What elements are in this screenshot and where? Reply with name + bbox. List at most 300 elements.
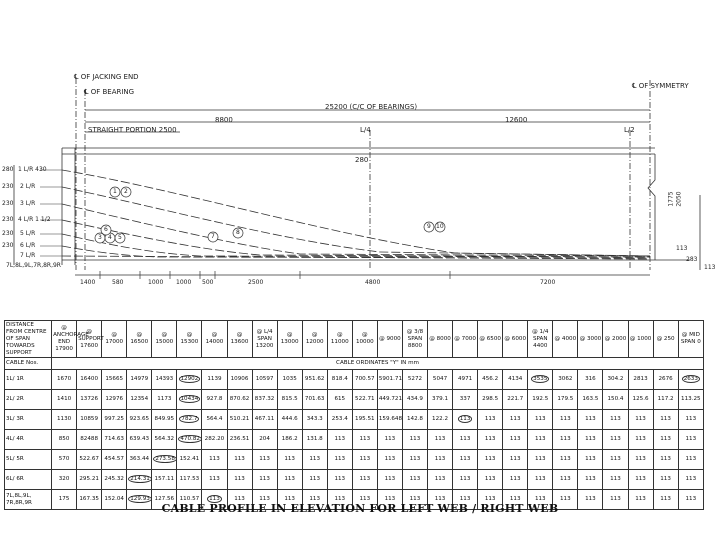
ordinate-value: 117.53	[179, 476, 200, 482]
cable-nos-header: CABLE Nos.	[5, 358, 52, 370]
ordinate-value: 113	[284, 476, 295, 482]
ordinate-value: 113.25	[681, 396, 701, 402]
ordinate-value: 1130	[56, 416, 72, 422]
column-header: @ ANCHORAGE END 17900	[52, 321, 77, 358]
ordinate-cell	[177, 430, 202, 450]
ordinate-value: 113	[610, 436, 621, 442]
ordinate-value: 3535	[533, 376, 548, 382]
ordinate-value: 5272	[407, 376, 423, 382]
ordinate-cell	[77, 390, 102, 410]
ordinate-value: 127.56	[154, 496, 175, 502]
column-header: @ 250	[653, 321, 678, 358]
bottom-dim: 1000	[176, 279, 192, 286]
ordinate-value: 113	[685, 456, 697, 462]
column-header: @ L/4 SPAN 13200	[252, 321, 277, 358]
ordinate-value: 444.6	[281, 416, 298, 422]
ordinate-value: 343.3	[306, 416, 323, 422]
ordinate-cell	[628, 410, 653, 430]
ordinate-value: 253.4	[331, 416, 348, 422]
ordinate-cell	[352, 450, 377, 470]
ordinate-value: 152.41	[179, 456, 200, 462]
ordinate-cell	[202, 450, 227, 470]
ordinate-value: 700.57	[355, 376, 375, 382]
ordinate-value: 12354	[130, 396, 149, 402]
ordinate-value: 167.35	[79, 496, 99, 502]
ordinate-value: 298.5	[482, 396, 499, 402]
ordinate-value: 163.5	[582, 396, 599, 402]
ordinate-cell	[52, 410, 77, 430]
ordinate-value: 113	[610, 476, 621, 482]
ordinate-value: 570	[58, 456, 70, 462]
right-dim: 283	[686, 256, 698, 263]
ordinate-value: 113	[610, 416, 621, 422]
ordinate-cell	[202, 430, 227, 450]
ordinate-value: 113	[509, 436, 521, 442]
ordinate-cell	[152, 370, 177, 390]
ordinate-value: 150.4	[607, 396, 624, 402]
cable-marker-number: 1	[113, 188, 117, 195]
ordinate-value: 113	[209, 476, 220, 482]
ordinate-value: 782.7	[181, 416, 198, 422]
ordinate-cell	[503, 390, 528, 410]
ordinate-value: 113	[560, 436, 571, 442]
ordinate-cell	[528, 390, 553, 410]
ordinate-cell	[528, 450, 553, 470]
ordinate-cell	[628, 390, 653, 410]
ordinate-value: 870.62	[229, 396, 250, 402]
ordinate-value: 564.32	[154, 436, 175, 442]
ordinate-value: 113	[434, 436, 446, 442]
ordinate-cell	[52, 390, 77, 410]
ordinate-cell	[553, 410, 578, 430]
column-header: @ MID SPAN 0	[678, 321, 703, 358]
left-dim: 280	[2, 166, 14, 173]
ordinate-cell	[102, 390, 127, 410]
column-header: @ 13600	[227, 321, 252, 358]
ordinate-value: 195.51	[355, 416, 375, 422]
ordinate-value: 113	[334, 476, 346, 482]
ordinate-value: 113	[509, 456, 521, 462]
ordinate-value: 113	[334, 496, 346, 502]
cable-3-profile	[62, 204, 650, 256]
cable-tag-6: 6 L/R	[20, 242, 36, 249]
bottom-cable-group-label: 7L,8L,9L,7R,8R,9R	[6, 262, 61, 269]
ordinate-value: 186.2	[281, 436, 298, 442]
ordinate-value: 113	[259, 476, 270, 482]
column-header: @ 6500	[478, 321, 503, 358]
ordinate-cell	[302, 450, 327, 470]
ordinate-cell	[428, 470, 453, 490]
table-subheader-row	[5, 358, 704, 370]
ordinate-value: 113	[484, 456, 496, 462]
ordinate-cell	[127, 450, 152, 470]
cable-marker-number: 4	[108, 234, 112, 241]
ordinate-cell	[277, 470, 302, 490]
ordinate-value: 129.93	[130, 496, 150, 502]
ordinate-cell	[402, 450, 427, 470]
symmetry-label: ℄ OF SYMMETRY	[632, 82, 689, 90]
ordinate-value: 113	[660, 416, 671, 422]
ordinate-value: 304.2	[607, 376, 624, 382]
ordinate-value: 221.7	[507, 396, 524, 402]
ordinate-cell	[277, 390, 302, 410]
ordinate-value: 113	[484, 476, 496, 482]
ordinate-cell	[352, 470, 377, 490]
table-header-row	[5, 321, 704, 358]
ordinate-cell	[327, 430, 352, 450]
ordinate-value: 125.6	[632, 396, 649, 402]
ordinate-cell	[227, 450, 252, 470]
ordinate-value: 113	[459, 416, 471, 422]
ordinate-value: 175	[58, 496, 70, 502]
ordinate-cell	[553, 370, 578, 390]
cable-tag-4: 4 L/R 1 1/2	[18, 216, 51, 223]
ordinate-value: 14393	[155, 376, 174, 382]
ordinate-value: 10859	[80, 416, 99, 422]
ordinate-value: 113	[635, 496, 646, 502]
ordinate-cell	[653, 370, 678, 390]
bottom-dim: 580	[112, 279, 124, 286]
ordinate-value: 10434	[180, 396, 199, 402]
column-header: @ 1/4 SPAN 4400	[528, 321, 553, 358]
column-header: @ 10000	[352, 321, 377, 358]
ordinate-value: 923.65	[129, 416, 150, 422]
ordinate-value: 113	[459, 496, 471, 502]
cable-id-cell: 1L/ 1R	[5, 370, 52, 390]
ordinate-cell	[428, 430, 453, 450]
ordinate-cell	[277, 430, 302, 450]
ordinate-value: 379.1	[432, 396, 449, 402]
ordinate-value: 13726	[80, 396, 99, 402]
ordinate-cell	[603, 390, 628, 410]
ordinate-cell	[628, 450, 653, 470]
ordinate-cell	[252, 410, 277, 430]
table-row	[5, 430, 704, 450]
ordinate-value: 192.5	[532, 396, 549, 402]
ordinate-value: 113	[459, 456, 471, 462]
ordinate-cell	[453, 470, 478, 490]
ordinate-cell	[102, 370, 127, 390]
ordinate-value: 113	[434, 496, 446, 502]
column-header: @ 6000	[503, 321, 528, 358]
ordinate-value: 113	[409, 496, 421, 502]
ordinate-cell	[177, 450, 202, 470]
ordinate-cell	[478, 470, 503, 490]
column-header: @ 3/8 SPAN 8800	[402, 321, 427, 358]
ordinate-value: 113	[635, 476, 646, 482]
ordinate-value: 113	[359, 496, 371, 502]
column-header: @ SUPPORT 17600	[77, 321, 102, 358]
ordinate-value: 131.8	[306, 436, 323, 442]
ordinate-cell	[252, 470, 277, 490]
ordinate-value: 815.5	[281, 396, 298, 402]
ordinate-value: 1035	[282, 376, 297, 382]
ordinate-value: 157.11	[154, 476, 175, 482]
ordinate-cell	[528, 410, 553, 430]
ordinate-cell	[152, 410, 177, 430]
ordinate-cell	[503, 450, 528, 470]
ordinate-cell	[478, 430, 503, 450]
ordinate-value: 522.71	[355, 396, 375, 402]
ordinate-value: 113	[585, 456, 596, 462]
ordinate-cell	[102, 450, 127, 470]
ordinate-cell	[503, 430, 528, 450]
ordinate-cell	[227, 410, 252, 430]
cable-marker-number: 9	[427, 223, 431, 230]
ordinate-cell	[428, 450, 453, 470]
ordinate-value: 113	[685, 436, 697, 442]
ordinate-value: 113	[534, 416, 546, 422]
ordinate-cell	[302, 390, 327, 410]
ordinate-cell	[653, 470, 678, 490]
table-row	[5, 450, 704, 470]
ordinate-value: 997.25	[104, 416, 124, 422]
depth-2050-label: 2050	[675, 191, 683, 207]
ordinate-value: 113	[409, 456, 421, 462]
column-header: @ 15300	[177, 321, 202, 358]
ordinate-cell	[528, 370, 553, 390]
ordinate-cell	[478, 410, 503, 430]
ordinate-value: 113	[209, 456, 220, 462]
ordinate-value: 454.57	[104, 456, 124, 462]
ordinate-cell	[377, 470, 402, 490]
ordinate-cell	[578, 450, 603, 470]
ordinate-value: 456.2	[482, 376, 499, 382]
ordinate-value: 113	[309, 456, 321, 462]
ordinate-value: 701.63	[304, 396, 325, 402]
ordinate-value: 5047	[432, 376, 448, 382]
ordinates-header: CABLE ORDINATES "Y" IN mm	[52, 358, 704, 370]
ordinate-cell	[603, 370, 628, 390]
ordinate-cell	[352, 370, 377, 390]
ordinate-value: 5901.71	[378, 376, 403, 382]
girder-right-haunch	[648, 154, 655, 260]
cable-tag-3: 3 L/R	[20, 200, 36, 207]
ordinate-value: 204	[259, 436, 270, 442]
ordinate-cell	[377, 450, 402, 470]
dim-8800-label: 8800	[215, 116, 233, 124]
ordinate-value: 113	[585, 416, 596, 422]
ordinate-value: 113	[534, 456, 546, 462]
ordinate-cell	[327, 410, 352, 430]
cable-marker-number: 2	[124, 188, 128, 195]
ordinate-cell	[377, 390, 402, 410]
ordinate-cell	[528, 470, 553, 490]
ordinate-cell	[678, 470, 703, 490]
ordinate-value: 236.51	[229, 436, 250, 442]
ordinate-cell	[678, 410, 703, 430]
depth-280-label: 280	[355, 156, 369, 164]
ordinate-value: 113	[484, 416, 496, 422]
ordinate-cell	[227, 430, 252, 450]
ordinate-cell	[177, 410, 202, 430]
ordinate-cell	[52, 470, 77, 490]
drawing-caption: CABLE PROFILE IN ELEVATION FOR LEFT WEB / RIGHT WEB	[161, 502, 559, 515]
ordinate-value: 320	[58, 476, 70, 482]
column-header: @ 14000	[202, 321, 227, 358]
ordinate-value: 113	[359, 456, 371, 462]
ordinate-value: 3062	[558, 376, 573, 382]
ordinate-value: 113	[585, 436, 596, 442]
ordinate-cell	[603, 410, 628, 430]
column-header: @ 2000	[603, 321, 628, 358]
ordinate-value: 113	[484, 436, 496, 442]
ordinate-value: 113	[334, 436, 346, 442]
ordinate-cell	[678, 430, 703, 450]
ordinate-value: 12902	[180, 376, 199, 382]
ordinate-value: 951.62	[304, 376, 325, 382]
left-dim: 230	[2, 216, 14, 223]
bottom-dim: 1000	[148, 279, 164, 286]
column-header: @ 9000	[377, 321, 402, 358]
ordinate-cell	[653, 390, 678, 410]
right-dim: 113	[704, 264, 716, 271]
ordinate-cell	[478, 390, 503, 410]
ordinate-cell	[302, 470, 327, 490]
cable-tag-2: 2 L/R	[20, 183, 36, 190]
ordinate-value: 113	[409, 436, 421, 442]
ordinate-value: 245.32	[104, 476, 124, 482]
ordinate-value: 273.58	[155, 456, 175, 462]
ordinate-value: 113	[685, 476, 697, 482]
ordinate-cell	[152, 390, 177, 410]
ordinate-value: 113	[585, 496, 596, 502]
ordinate-value: 2633	[683, 376, 698, 382]
ordinate-cell	[277, 410, 302, 430]
cable-id-cell: 3L/ 3R	[5, 410, 52, 430]
ordinate-cell	[52, 370, 77, 390]
ordinate-cell	[52, 430, 77, 450]
ordinate-cell	[578, 470, 603, 490]
ordinate-cell	[352, 410, 377, 430]
ordinate-value: 113	[635, 436, 646, 442]
ordinate-value: 15665	[105, 376, 124, 382]
ordinate-value: 113	[509, 416, 521, 422]
ordinate-cell	[428, 410, 453, 430]
ordinate-cell	[553, 390, 578, 410]
straight-portion-label: STRAIGHT PORTION 2500	[88, 126, 177, 134]
ordinate-value: 113	[685, 496, 697, 502]
ordinate-cell	[127, 430, 152, 450]
column-header: @ 13000	[277, 321, 302, 358]
column-header: @ 15000	[152, 321, 177, 358]
left-dim: 230	[2, 200, 14, 207]
ordinate-value: 282.20	[204, 436, 225, 442]
right-dim: 113	[676, 245, 688, 252]
ordinate-value: 113	[560, 416, 571, 422]
bottom-dim: 1400	[80, 279, 96, 286]
ordinate-cell	[402, 410, 427, 430]
ordinate-cell	[402, 430, 427, 450]
column-header: @ 1000	[628, 321, 653, 358]
ordinate-cell	[202, 370, 227, 390]
column-header: @ 16500	[127, 321, 152, 358]
ordinate-cell	[453, 450, 478, 470]
ordinate-cell	[252, 370, 277, 390]
ordinate-value: 113	[359, 476, 371, 482]
ordinate-cell	[653, 450, 678, 470]
ordinate-cell	[152, 450, 177, 470]
left-dim: 230	[2, 183, 14, 190]
ordinate-value: 113	[234, 476, 245, 482]
ordinate-value: 113	[459, 476, 471, 482]
ordinate-cell	[277, 370, 302, 390]
ordinate-cell	[503, 470, 528, 490]
table-row	[5, 410, 704, 430]
ordinate-value: 113	[284, 496, 295, 502]
column-header: @ 8000	[428, 321, 453, 358]
ordinate-value: 4134	[508, 376, 523, 382]
bottom-dim: 2500	[248, 279, 264, 286]
ordinate-value: 113	[660, 496, 671, 502]
ordinate-value: 159.648	[378, 416, 403, 422]
ordinate-cell	[428, 390, 453, 410]
cable-2-profile	[62, 187, 650, 256]
ordinate-cell	[478, 370, 503, 390]
ordinate-cell	[202, 470, 227, 490]
ordinate-value: 113	[585, 476, 596, 482]
ordinate-cell	[653, 410, 678, 430]
ordinate-cell	[678, 450, 703, 470]
ordinate-value: 1139	[207, 376, 222, 382]
ordinate-cell	[528, 430, 553, 450]
ordinate-value: 82488	[80, 436, 99, 442]
ordinate-value: 1670	[56, 376, 72, 382]
jacking-end-label: ℄ OF JACKING END	[74, 73, 139, 81]
column-header: DISTANCE FROM CENTRE OF SPAN TOWARDS SUPPORT	[5, 321, 52, 358]
ordinate-cell	[252, 450, 277, 470]
ordinate-value: 113	[384, 496, 396, 502]
ordinate-cell	[302, 430, 327, 450]
ordinate-value: 639.43	[129, 436, 150, 442]
ordinate-cell	[377, 410, 402, 430]
ordinate-cell	[352, 390, 377, 410]
ordinate-cell	[152, 470, 177, 490]
ordinate-value: 113	[635, 416, 646, 422]
ordinate-value: 113	[610, 496, 621, 502]
ordinate-value: 714.63	[104, 436, 124, 442]
ordinate-value: 113	[409, 476, 421, 482]
ordinate-value: 510.21	[229, 416, 250, 422]
ordinate-value: 113	[234, 456, 245, 462]
ordinate-value: 113	[334, 456, 346, 462]
ordinate-value: 113	[560, 476, 571, 482]
ordinate-cell	[603, 470, 628, 490]
ordinate-cell	[453, 370, 478, 390]
ordinate-cell	[227, 370, 252, 390]
ordinate-cell	[603, 430, 628, 450]
cable-marker-number: 6	[104, 226, 108, 233]
ordinate-cell	[227, 390, 252, 410]
column-header: @ 12000	[302, 321, 327, 358]
ordinate-cell	[127, 410, 152, 430]
cable-id-cell: 2L/ 2R	[5, 390, 52, 410]
ordinate-cell	[628, 430, 653, 450]
ordinate-value: 113	[560, 496, 571, 502]
ordinate-value: 113	[259, 496, 270, 502]
ordinate-cell	[177, 370, 202, 390]
cable-tag-7: 7 L/R	[20, 252, 36, 259]
ordinate-cell	[478, 450, 503, 470]
ordinate-value: 337	[459, 396, 471, 402]
ordinate-cell	[402, 470, 427, 490]
ordinate-value: 467.11	[254, 416, 275, 422]
column-header: @ 7000	[453, 321, 478, 358]
ordinate-value: 113	[660, 456, 671, 462]
ordinate-cell	[352, 430, 377, 450]
ordinate-cell	[453, 410, 478, 430]
ordinate-value: 295.21	[79, 476, 99, 482]
